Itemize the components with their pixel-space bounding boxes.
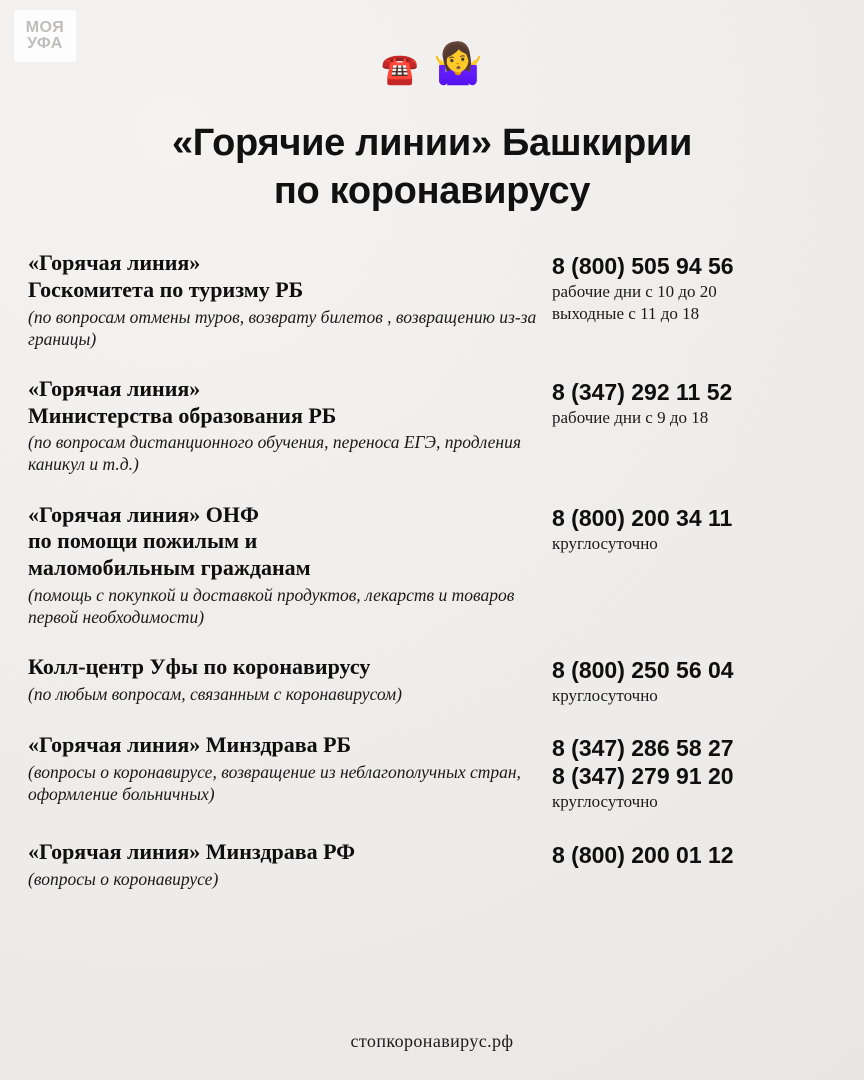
hotline-description (28, 250, 552, 350)
hotline-name (28, 376, 542, 430)
logo-line-2: УФА (27, 35, 63, 52)
hotline-phone[interactable]: 8 (347) 286 58 27 (552, 735, 734, 762)
hotline-list (28, 250, 836, 916)
page-title-line-2: по коронавирусу (273, 169, 591, 212)
hotline-description (28, 732, 552, 805)
hotline-name-line-1: «Горячая линия» Минздрава РФ (28, 838, 356, 864)
hotline-phone[interactable]: 8 (800) 200 34 11 (552, 504, 733, 531)
hotline-note: (по любым вопросам, связанным с коронавирусом) (28, 683, 402, 704)
hotline-name-line-1: «Горячая линия» (28, 250, 201, 275)
hotline-note: (вопросы о коронавирусе) (28, 868, 219, 889)
list-item (28, 250, 836, 350)
hotline-name-line-3: маломобильным гражданам (28, 555, 311, 581)
hotline-phone[interactable]: 8 (800) 250 56 04 (552, 657, 734, 684)
hotline-name (28, 502, 542, 582)
hotline-contact (552, 502, 836, 554)
hotline-name (28, 654, 542, 681)
hotline-hours-line-2: выходные с 11 до 18 (552, 304, 700, 324)
list-item (28, 376, 836, 476)
page-title-line-1: «Горячие линии» Башкирии (171, 122, 693, 164)
hotline-name (28, 839, 542, 866)
list-item (28, 654, 836, 706)
hotline-phone[interactable]: 8 (800) 200 01 12 (552, 841, 734, 868)
hotline-hours-line-1: рабочие дни с 9 до 18 (552, 407, 709, 427)
hotline-name (28, 732, 542, 759)
hotline-contact (552, 654, 836, 706)
hotline-contact (552, 839, 836, 869)
hotline-hours-line-1: круглосуточно (552, 686, 658, 706)
hotline-description (28, 376, 552, 476)
hotline-hours-line-1: круглосуточно (552, 533, 658, 553)
hotline-name-line-2: по помощи пожилым и (28, 528, 258, 554)
hotline-name-line-1: «Горячая линия» Минздрава РБ (28, 732, 352, 758)
shrug-person-icon: 🤷‍♀️ (433, 41, 483, 87)
hotline-description (28, 502, 552, 629)
hotline-hours-line-1: рабочие дни с 10 до 20 (552, 282, 717, 302)
hotline-name (28, 250, 542, 304)
hotline-name-line-1: Колл-центр Уфы по коронавирусу (28, 654, 371, 680)
hotline-note: (вопросы о коронавирусе, возвращение из неблагополучных стран, оформление больничных) (28, 762, 521, 805)
hotline-name-line-1: «Горячая линия» (28, 375, 201, 401)
hotline-name-line-2: Министерства образования РБ (28, 402, 337, 428)
page-title (0, 120, 864, 215)
hotline-contact (552, 250, 836, 325)
hotline-phone[interactable]: 8 (347) 292 11 52 (552, 378, 733, 405)
hotline-description (28, 654, 552, 705)
hotline-contact (552, 732, 836, 812)
hotline-hours-line-1: круглосуточно (552, 792, 658, 812)
hotline-note: (по вопросам отмены туров, возврату билетов , возвращению из-за границы) (28, 306, 537, 349)
hotline-contact (552, 376, 836, 428)
hotline-name-line-1: «Горячая линия» ОНФ (28, 501, 259, 527)
hotline-phone-secondary[interactable]: 8 (347) 279 91 20 (552, 763, 734, 790)
hotline-note: (по вопросам дистанционного обучения, переноса ЕГЭ, продления каникул и т.д.) (28, 432, 521, 475)
list-item (28, 502, 836, 629)
hotline-note: (помощь с покупкой и доставкой продуктов, лекарств и товаров первой необходимости) (28, 584, 515, 628)
hotline-name-line-2: Госкомитета по туризму РБ (28, 276, 304, 302)
hotline-phone[interactable]: 8 (800) 505 94 56 (552, 253, 734, 279)
telephone-icon: ☎️ (381, 52, 419, 86)
hotline-description (28, 839, 552, 890)
list-item (28, 839, 836, 890)
logo-line-1: МОЯ (25, 19, 65, 36)
footer-site[interactable]: стопкоронавирус.рф (350, 1031, 514, 1051)
list-item (28, 732, 836, 812)
